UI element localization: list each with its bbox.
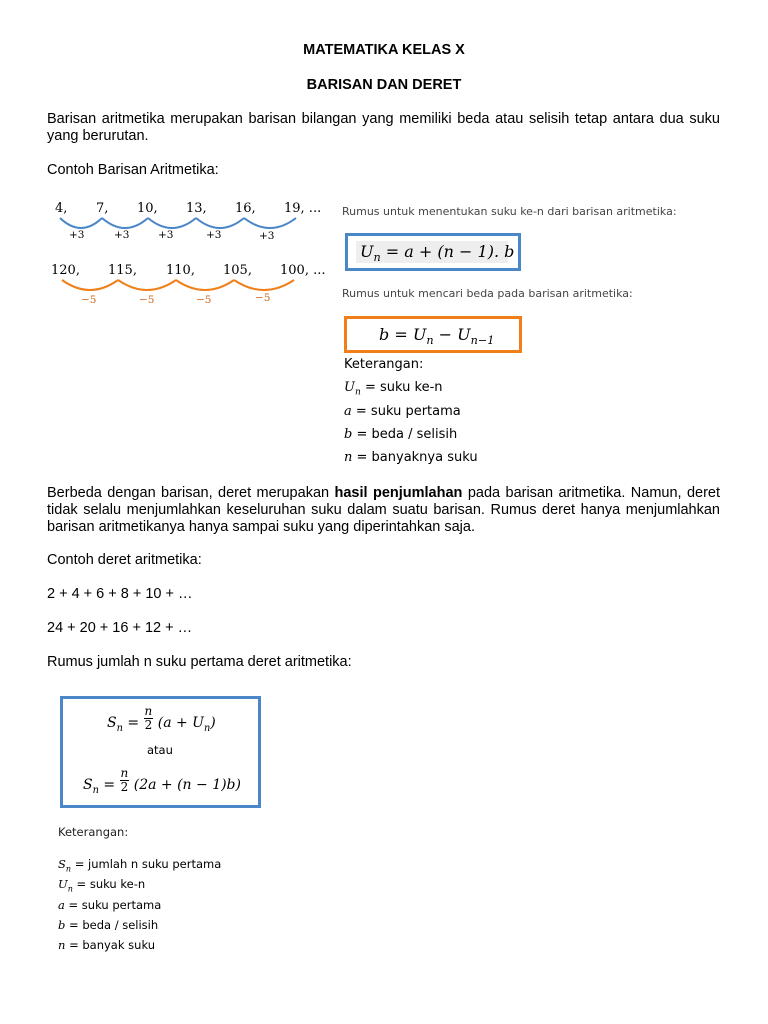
legend-1-item: $U_n$ = suku ke-n [344,380,443,398]
seq1-arc [148,218,196,228]
seq2-arc [176,280,234,290]
seq1-arc [60,218,102,228]
legend-1-item: n = banyaknya suku [344,450,478,465]
intro-paragraph: Barisan aritmetika merupakan barisan bilangan yang memiliki beda atau selisih tetap antara dua suku yang berurutan. [47,111,720,144]
seq2-term: 120, [51,263,80,278]
seq1-term: 4, [55,201,68,216]
seq2-arc [62,280,118,290]
seq1-diff: +3 [158,229,174,241]
seq1-arc [102,218,148,228]
diff-formula-box [344,316,522,353]
seq1-term: 10, [137,201,158,216]
seq1-arc [244,218,296,228]
legend-2-item: b = beda / selisih [58,918,159,932]
page-title: MATEMATIKA KELAS X [303,42,465,58]
seq1-arc [196,218,244,228]
seq2-diff: −5 [255,292,271,304]
seq2-diff: −5 [81,294,97,306]
example-label: Contoh Barisan Aritmetika: [47,162,219,178]
seq1-diff: +3 [259,230,275,242]
diff-formula: $b = U_n - U_{n-1}$ [379,325,495,348]
legend-2-item: $S_n$ = jumlah n suku pertama [58,857,222,874]
deret-paragraph: Berbeda dengan barisan, deret merupakan hasil penjumlahan pada barisan aritmetika. Namun, deret tidak selalu menjumlahkan keseluruhan suku dalam suatu barisan. Rumus deret hanya menjumlahkan barisan aritmetikanya hanya sampai suku yang diperintahkan saja. [47,485,721,535]
deret-example: 2 + 4 + 6 + 8 + 10 + … [47,586,193,602]
seq1-term: 13, [186,201,207,216]
seq2-arc [234,280,294,290]
sum-formula-label: Rumus jumlah n suku pertama deret aritmetika: [47,654,352,670]
seq2-term: 100, ... [280,263,326,278]
seq2-term: 110, [166,263,195,278]
legend-1-title: Keterangan: [344,357,424,372]
legend-1-item: a = suku pertama [344,404,461,419]
seq2-term: 105, [223,263,252,278]
legend-2-item: $U_n$ = suku ke-n [58,877,146,894]
legend-2-title: Keterangan: [58,825,129,839]
seq2-term: 115, [108,263,137,278]
nth-term-formula-box [345,233,521,271]
atau-label: atau [147,743,173,757]
seq1-diff: +3 [206,229,222,241]
seq1-diff: +3 [69,229,85,241]
nth-term-caption: Rumus untuk menentukan suku ke-n dari barisan aritmetika: [342,205,677,218]
legend-1-item: b = beda / selisih [344,427,458,442]
deret-example: 24 + 20 + 16 + 12 + … [47,620,193,636]
sum-formula-box [60,696,261,808]
diff-caption: Rumus untuk mencari beda pada barisan aritmetika: [342,287,633,300]
nth-term-formula: $U_n = a + (n - 1)$. b [360,242,515,265]
seq1-term: 19, ... [284,201,322,216]
sum-formula-1: $S_n$ = $\frac{n}{2}$ $(a + U_n)$ [107,704,216,734]
seq1-diff: +3 [114,229,130,241]
legend-2-item: n = banyak suku [58,938,156,952]
seq1-term: 7, [96,201,109,216]
seq1-term: 16, [235,201,256,216]
deret-label: Contoh deret aritmetika: [47,552,202,568]
seq2-arc [118,280,176,290]
section-title: BARISAN DAN DERET [306,77,462,93]
legend-2-item: a = suku pertama [58,898,162,912]
seq2-diff: −5 [196,294,212,306]
seq2-diff: −5 [139,294,155,306]
sum-formula-2: $S_n$ = $\frac{n}{2}$ (2a + (n − 1)b) [83,766,241,796]
